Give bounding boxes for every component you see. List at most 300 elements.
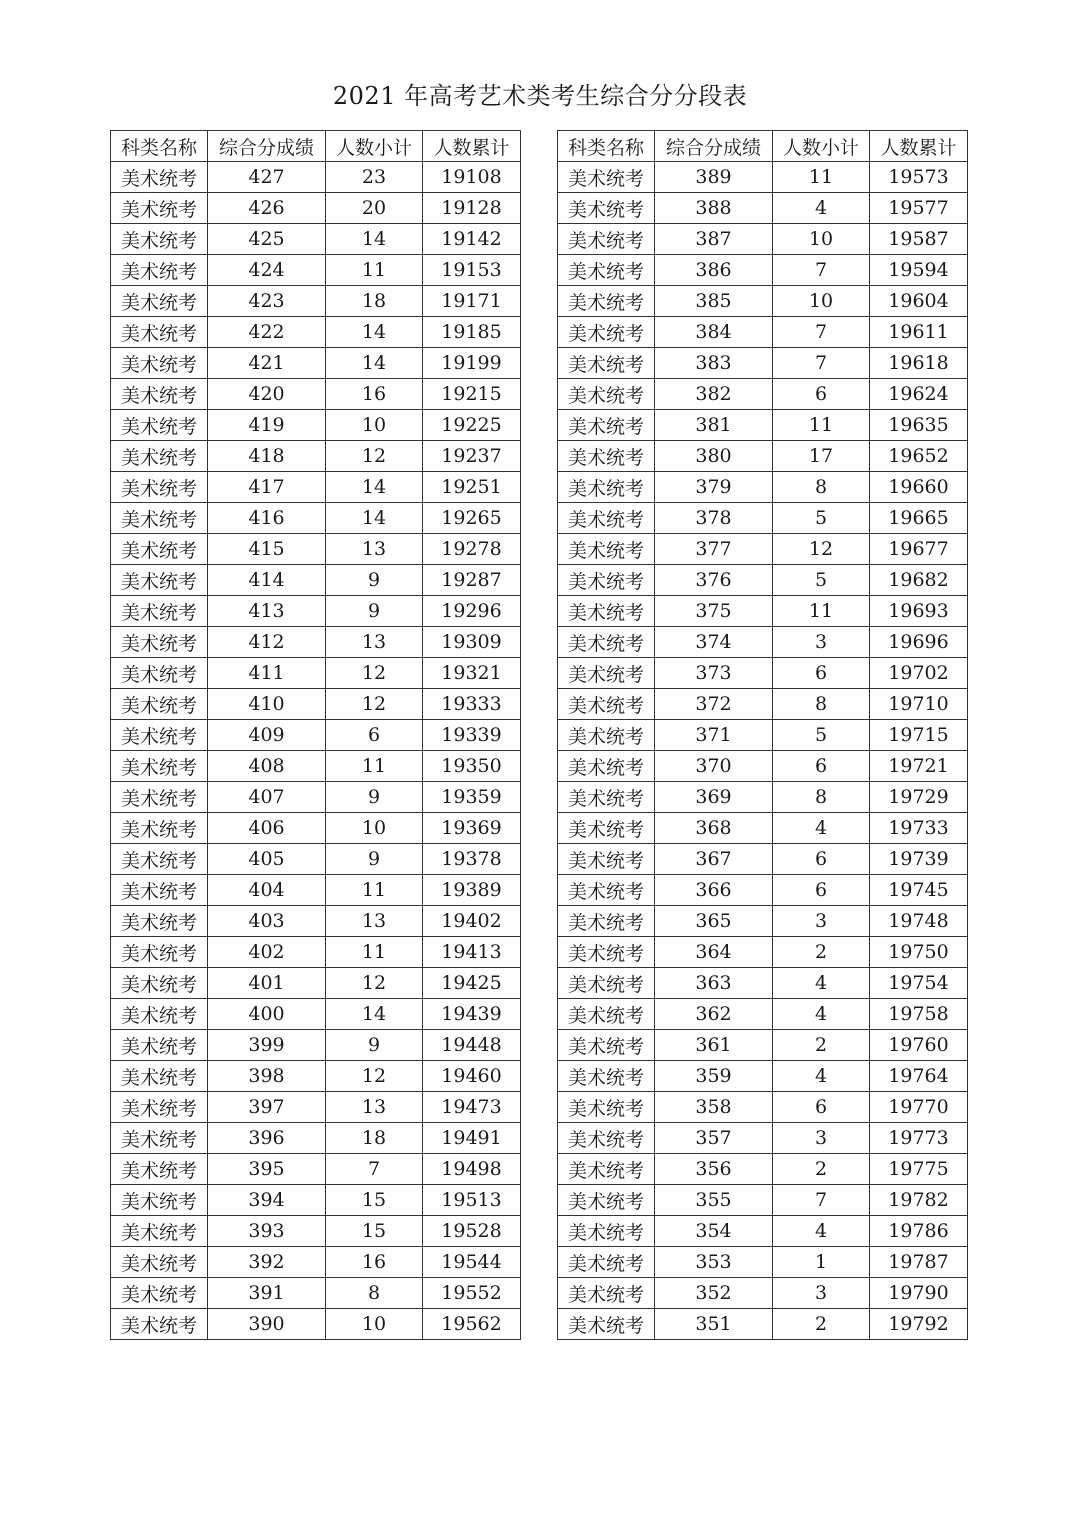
- table-row: [111, 1247, 521, 1278]
- cell-category: 美术统考: [558, 813, 655, 844]
- cell-cumulative: 19439: [423, 999, 521, 1030]
- cell-score: 402: [208, 937, 326, 968]
- table-row: [558, 720, 968, 751]
- table-row: [111, 1030, 521, 1061]
- cell-category: 美术统考: [558, 720, 655, 751]
- cell-count: 10: [773, 224, 870, 255]
- cell-category: 美术统考: [558, 875, 655, 906]
- cell-category: 美术统考: [111, 782, 208, 813]
- table-row: [558, 193, 968, 224]
- cell-cumulative: 19402: [423, 906, 521, 937]
- cell-cumulative: 19748: [870, 906, 968, 937]
- cell-category: 美术统考: [558, 565, 655, 596]
- cell-category: 美术统考: [111, 658, 208, 689]
- cell-score: 405: [208, 844, 326, 875]
- header-count: 人数小计: [773, 131, 870, 162]
- cell-category: 美术统考: [558, 1092, 655, 1123]
- cell-score: 386: [655, 255, 773, 286]
- cell-count: 23: [326, 162, 423, 193]
- table-row: [111, 1309, 521, 1340]
- cell-cumulative: 19448: [423, 1030, 521, 1061]
- cell-cumulative: 19573: [870, 162, 968, 193]
- cell-cumulative: 19594: [870, 255, 968, 286]
- cell-score: 427: [208, 162, 326, 193]
- cell-category: 美术统考: [111, 1309, 208, 1340]
- cell-category: 美术统考: [111, 1247, 208, 1278]
- cell-count: 1: [773, 1247, 870, 1278]
- cell-cumulative: 19460: [423, 1061, 521, 1092]
- cell-count: 7: [773, 255, 870, 286]
- cell-category: 美术统考: [558, 782, 655, 813]
- cell-cumulative: 19309: [423, 627, 521, 658]
- cell-cumulative: 19702: [870, 658, 968, 689]
- cell-cumulative: 19389: [423, 875, 521, 906]
- cell-cumulative: 19721: [870, 751, 968, 782]
- table-row: [558, 1216, 968, 1247]
- cell-count: 13: [326, 1092, 423, 1123]
- table-row: [111, 348, 521, 379]
- cell-count: 8: [326, 1278, 423, 1309]
- cell-count: 11: [326, 937, 423, 968]
- cell-score: 365: [655, 906, 773, 937]
- cell-score: 391: [208, 1278, 326, 1309]
- cell-cumulative: 19710: [870, 689, 968, 720]
- cell-count: 15: [326, 1216, 423, 1247]
- table-row: [111, 596, 521, 627]
- cell-score: 354: [655, 1216, 773, 1247]
- cell-score: 421: [208, 348, 326, 379]
- table-row: [558, 1061, 968, 1092]
- table-row: [111, 999, 521, 1030]
- cell-cumulative: 19786: [870, 1216, 968, 1247]
- cell-category: 美术统考: [558, 379, 655, 410]
- cell-count: 11: [773, 410, 870, 441]
- cell-category: 美术统考: [558, 906, 655, 937]
- cell-score: 415: [208, 534, 326, 565]
- cell-score: 375: [655, 596, 773, 627]
- cell-category: 美术统考: [558, 627, 655, 658]
- cell-category: 美术统考: [111, 1216, 208, 1247]
- cell-score: 406: [208, 813, 326, 844]
- cell-score: 418: [208, 441, 326, 472]
- table-row: [111, 875, 521, 906]
- table-row: [558, 1309, 968, 1340]
- table-row: [558, 875, 968, 906]
- cell-cumulative: 19618: [870, 348, 968, 379]
- cell-cumulative: 19251: [423, 472, 521, 503]
- cell-count: 5: [773, 720, 870, 751]
- cell-category: 美术统考: [111, 1123, 208, 1154]
- table-row: [111, 751, 521, 782]
- cell-count: 16: [326, 1247, 423, 1278]
- cell-count: 14: [326, 317, 423, 348]
- cell-cumulative: 19750: [870, 937, 968, 968]
- cell-cumulative: 19577: [870, 193, 968, 224]
- cell-score: 403: [208, 906, 326, 937]
- cell-score: 363: [655, 968, 773, 999]
- cell-count: 10: [326, 410, 423, 441]
- table-row: [558, 813, 968, 844]
- cell-category: 美术统考: [111, 441, 208, 472]
- cell-category: 美术统考: [558, 317, 655, 348]
- cell-cumulative: 19296: [423, 596, 521, 627]
- cell-score: 361: [655, 1030, 773, 1061]
- cell-count: 6: [773, 751, 870, 782]
- cell-category: 美术统考: [558, 658, 655, 689]
- cell-cumulative: 19611: [870, 317, 968, 348]
- cell-count: 6: [773, 658, 870, 689]
- cell-cumulative: 19604: [870, 286, 968, 317]
- cell-score: 400: [208, 999, 326, 1030]
- header-score: 综合分成绩: [655, 131, 773, 162]
- cell-count: 2: [773, 1030, 870, 1061]
- cell-cumulative: 19682: [870, 565, 968, 596]
- cell-count: 4: [773, 999, 870, 1030]
- cell-category: 美术统考: [111, 224, 208, 255]
- table-row: [111, 286, 521, 317]
- score-table-left: [110, 130, 521, 1340]
- cell-category: 美术统考: [558, 1061, 655, 1092]
- cell-score: 390: [208, 1309, 326, 1340]
- cell-cumulative: 19237: [423, 441, 521, 472]
- cell-count: 8: [773, 782, 870, 813]
- cell-cumulative: 19562: [423, 1309, 521, 1340]
- cell-cumulative: 19773: [870, 1123, 968, 1154]
- cell-score: 358: [655, 1092, 773, 1123]
- cell-count: 3: [773, 1123, 870, 1154]
- cell-count: 2: [773, 1309, 870, 1340]
- table-row: [111, 255, 521, 286]
- cell-count: 3: [773, 1278, 870, 1309]
- cell-count: 12: [326, 689, 423, 720]
- cell-score: 352: [655, 1278, 773, 1309]
- cell-category: 美术统考: [558, 751, 655, 782]
- cell-score: 362: [655, 999, 773, 1030]
- cell-cumulative: 19764: [870, 1061, 968, 1092]
- cell-count: 4: [773, 1061, 870, 1092]
- cell-score: 412: [208, 627, 326, 658]
- cell-cumulative: 19128: [423, 193, 521, 224]
- cell-score: 404: [208, 875, 326, 906]
- cell-cumulative: 19715: [870, 720, 968, 751]
- cell-category: 美术统考: [111, 379, 208, 410]
- cell-count: 10: [326, 813, 423, 844]
- cell-cumulative: 19652: [870, 441, 968, 472]
- table-row: [558, 534, 968, 565]
- cell-count: 4: [773, 813, 870, 844]
- cell-category: 美术统考: [111, 162, 208, 193]
- cell-category: 美术统考: [111, 937, 208, 968]
- table-row: [111, 1092, 521, 1123]
- cell-cumulative: 19733: [870, 813, 968, 844]
- cell-count: 9: [326, 844, 423, 875]
- cell-count: 6: [773, 1092, 870, 1123]
- table-row: [558, 1154, 968, 1185]
- cell-category: 美术统考: [111, 286, 208, 317]
- cell-count: 11: [326, 255, 423, 286]
- header-count: 人数小计: [326, 131, 423, 162]
- cell-score: 414: [208, 565, 326, 596]
- cell-category: 美术统考: [111, 255, 208, 286]
- table-row: [558, 162, 968, 193]
- cell-category: 美术统考: [111, 844, 208, 875]
- cell-category: 美术统考: [111, 968, 208, 999]
- cell-score: 353: [655, 1247, 773, 1278]
- cell-category: 美术统考: [111, 193, 208, 224]
- cell-count: 13: [326, 906, 423, 937]
- cell-category: 美术统考: [558, 286, 655, 317]
- cell-category: 美术统考: [111, 1185, 208, 1216]
- cell-category: 美术统考: [111, 1154, 208, 1185]
- cell-score: 385: [655, 286, 773, 317]
- table-row: [558, 782, 968, 813]
- cell-category: 美术统考: [558, 410, 655, 441]
- cell-count: 6: [773, 379, 870, 410]
- cell-cumulative: 19321: [423, 658, 521, 689]
- page-title: 2021 年高考艺术类考生综合分分段表: [332, 82, 748, 110]
- table-row: [558, 565, 968, 596]
- cell-cumulative: 19153: [423, 255, 521, 286]
- table-row: [558, 348, 968, 379]
- cell-score: 351: [655, 1309, 773, 1340]
- cell-count: 4: [773, 193, 870, 224]
- cell-score: 380: [655, 441, 773, 472]
- table-row: [558, 317, 968, 348]
- cell-count: 14: [326, 224, 423, 255]
- cell-score: 411: [208, 658, 326, 689]
- table-row: [558, 751, 968, 782]
- header-row: [111, 131, 521, 162]
- cell-category: 美术统考: [111, 317, 208, 348]
- cell-category: 美术统考: [558, 999, 655, 1030]
- cell-score: 388: [655, 193, 773, 224]
- table-row: [111, 441, 521, 472]
- cell-score: 356: [655, 1154, 773, 1185]
- score-table-right: [557, 130, 968, 1340]
- cell-cumulative: 19754: [870, 968, 968, 999]
- cell-score: 423: [208, 286, 326, 317]
- cell-cumulative: 19359: [423, 782, 521, 813]
- cell-category: 美术统考: [558, 193, 655, 224]
- cell-category: 美术统考: [111, 503, 208, 534]
- cell-count: 14: [326, 999, 423, 1030]
- table-row: [558, 999, 968, 1030]
- cell-cumulative: 19782: [870, 1185, 968, 1216]
- cell-count: 16: [326, 379, 423, 410]
- table-row: [111, 1123, 521, 1154]
- cell-cumulative: 19635: [870, 410, 968, 441]
- cell-cumulative: 19729: [870, 782, 968, 813]
- cell-cumulative: 19108: [423, 162, 521, 193]
- cell-score: 371: [655, 720, 773, 751]
- cell-category: 美术统考: [111, 875, 208, 906]
- table-row: [111, 968, 521, 999]
- cell-count: 7: [773, 348, 870, 379]
- cell-count: 4: [773, 968, 870, 999]
- table-row: [558, 1123, 968, 1154]
- table-row: [111, 1061, 521, 1092]
- cell-category: 美术统考: [558, 689, 655, 720]
- cell-count: 10: [773, 286, 870, 317]
- cell-score: 398: [208, 1061, 326, 1092]
- table-row: [111, 317, 521, 348]
- cell-score: 373: [655, 658, 773, 689]
- cell-category: 美术统考: [111, 813, 208, 844]
- table-row: [558, 472, 968, 503]
- cell-count: 6: [326, 720, 423, 751]
- table-row: [558, 379, 968, 410]
- cell-cumulative: 19665: [870, 503, 968, 534]
- cell-count: 11: [326, 875, 423, 906]
- cell-count: 18: [326, 1123, 423, 1154]
- table-row: [558, 503, 968, 534]
- cell-cumulative: 19552: [423, 1278, 521, 1309]
- table-row: [111, 906, 521, 937]
- table-row: [111, 379, 521, 410]
- table-row: [558, 1247, 968, 1278]
- cell-count: 15: [326, 1185, 423, 1216]
- cell-category: 美术统考: [558, 1154, 655, 1185]
- cell-category: 美术统考: [111, 565, 208, 596]
- cell-score: 395: [208, 1154, 326, 1185]
- cell-cumulative: 19790: [870, 1278, 968, 1309]
- table-row: [558, 906, 968, 937]
- cell-score: 383: [655, 348, 773, 379]
- cell-cumulative: 19225: [423, 410, 521, 441]
- table-row: [558, 658, 968, 689]
- table-row: [111, 844, 521, 875]
- cell-category: 美术统考: [558, 224, 655, 255]
- cell-cumulative: 19770: [870, 1092, 968, 1123]
- cell-cumulative: 19528: [423, 1216, 521, 1247]
- cell-cumulative: 19378: [423, 844, 521, 875]
- cell-count: 13: [326, 534, 423, 565]
- cell-score: 407: [208, 782, 326, 813]
- cell-category: 美术统考: [111, 596, 208, 627]
- cell-category: 美术统考: [558, 1185, 655, 1216]
- table-row: [111, 689, 521, 720]
- cell-score: 369: [655, 782, 773, 813]
- cell-score: 389: [655, 162, 773, 193]
- cell-score: 387: [655, 224, 773, 255]
- cell-score: 425: [208, 224, 326, 255]
- cell-category: 美术统考: [111, 534, 208, 565]
- cell-count: 5: [773, 503, 870, 534]
- cell-score: 394: [208, 1185, 326, 1216]
- cell-category: 美术统考: [558, 1247, 655, 1278]
- table-row: [558, 286, 968, 317]
- cell-score: 366: [655, 875, 773, 906]
- cell-count: 17: [773, 441, 870, 472]
- cell-cumulative: 19142: [423, 224, 521, 255]
- cell-score: 420: [208, 379, 326, 410]
- table-row: [558, 689, 968, 720]
- cell-score: 401: [208, 968, 326, 999]
- table-row: [111, 1154, 521, 1185]
- cell-score: 378: [655, 503, 773, 534]
- cell-score: 370: [655, 751, 773, 782]
- table-body-left: [111, 162, 521, 1340]
- cell-score: 419: [208, 410, 326, 441]
- table-row: [111, 534, 521, 565]
- cell-cumulative: 19660: [870, 472, 968, 503]
- cell-count: 14: [326, 472, 423, 503]
- cell-count: 14: [326, 348, 423, 379]
- cell-cumulative: 19677: [870, 534, 968, 565]
- cell-cumulative: 19693: [870, 596, 968, 627]
- table-row: [111, 627, 521, 658]
- cell-cumulative: 19696: [870, 627, 968, 658]
- cell-cumulative: 19215: [423, 379, 521, 410]
- cell-category: 美术统考: [111, 689, 208, 720]
- cell-score: 382: [655, 379, 773, 410]
- cell-score: 355: [655, 1185, 773, 1216]
- cell-cumulative: 19775: [870, 1154, 968, 1185]
- cell-cumulative: 19369: [423, 813, 521, 844]
- cell-count: 18: [326, 286, 423, 317]
- cell-category: 美术统考: [558, 1123, 655, 1154]
- table-row: [111, 782, 521, 813]
- table-row: [558, 627, 968, 658]
- cell-score: 393: [208, 1216, 326, 1247]
- cell-count: 14: [326, 503, 423, 534]
- cell-cumulative: 19745: [870, 875, 968, 906]
- cell-score: 408: [208, 751, 326, 782]
- table-row: [558, 596, 968, 627]
- cell-category: 美术统考: [558, 596, 655, 627]
- cell-score: 376: [655, 565, 773, 596]
- cell-cumulative: 19544: [423, 1247, 521, 1278]
- cell-count: 8: [773, 689, 870, 720]
- table-row: [111, 472, 521, 503]
- cell-cumulative: 19760: [870, 1030, 968, 1061]
- cell-score: 396: [208, 1123, 326, 1154]
- table-row: [111, 658, 521, 689]
- cell-cumulative: 19758: [870, 999, 968, 1030]
- cell-cumulative: 19792: [870, 1309, 968, 1340]
- cell-category: 美术统考: [558, 1278, 655, 1309]
- table-row: [111, 503, 521, 534]
- cell-score: 384: [655, 317, 773, 348]
- cell-score: 359: [655, 1061, 773, 1092]
- cell-category: 美术统考: [111, 1092, 208, 1123]
- table-row: [111, 162, 521, 193]
- cell-cumulative: 19333: [423, 689, 521, 720]
- cell-category: 美术统考: [111, 906, 208, 937]
- table-row: [111, 1278, 521, 1309]
- cell-score: 392: [208, 1247, 326, 1278]
- header-score: 综合分成绩: [208, 131, 326, 162]
- cell-cumulative: 19265: [423, 503, 521, 534]
- cell-score: 409: [208, 720, 326, 751]
- cell-category: 美术统考: [558, 1030, 655, 1061]
- table-row: [111, 1216, 521, 1247]
- cell-count: 20: [326, 193, 423, 224]
- cell-score: 379: [655, 472, 773, 503]
- cell-category: 美术统考: [111, 999, 208, 1030]
- cell-category: 美术统考: [111, 1030, 208, 1061]
- table-body-right: [558, 162, 968, 1340]
- cell-score: 426: [208, 193, 326, 224]
- cell-cumulative: 19513: [423, 1185, 521, 1216]
- cell-count: 3: [773, 627, 870, 658]
- cell-category: 美术统考: [558, 968, 655, 999]
- cell-cumulative: 19339: [423, 720, 521, 751]
- cell-cumulative: 19287: [423, 565, 521, 596]
- cell-category: 美术统考: [111, 1278, 208, 1309]
- cell-cumulative: 19739: [870, 844, 968, 875]
- cell-count: 7: [773, 317, 870, 348]
